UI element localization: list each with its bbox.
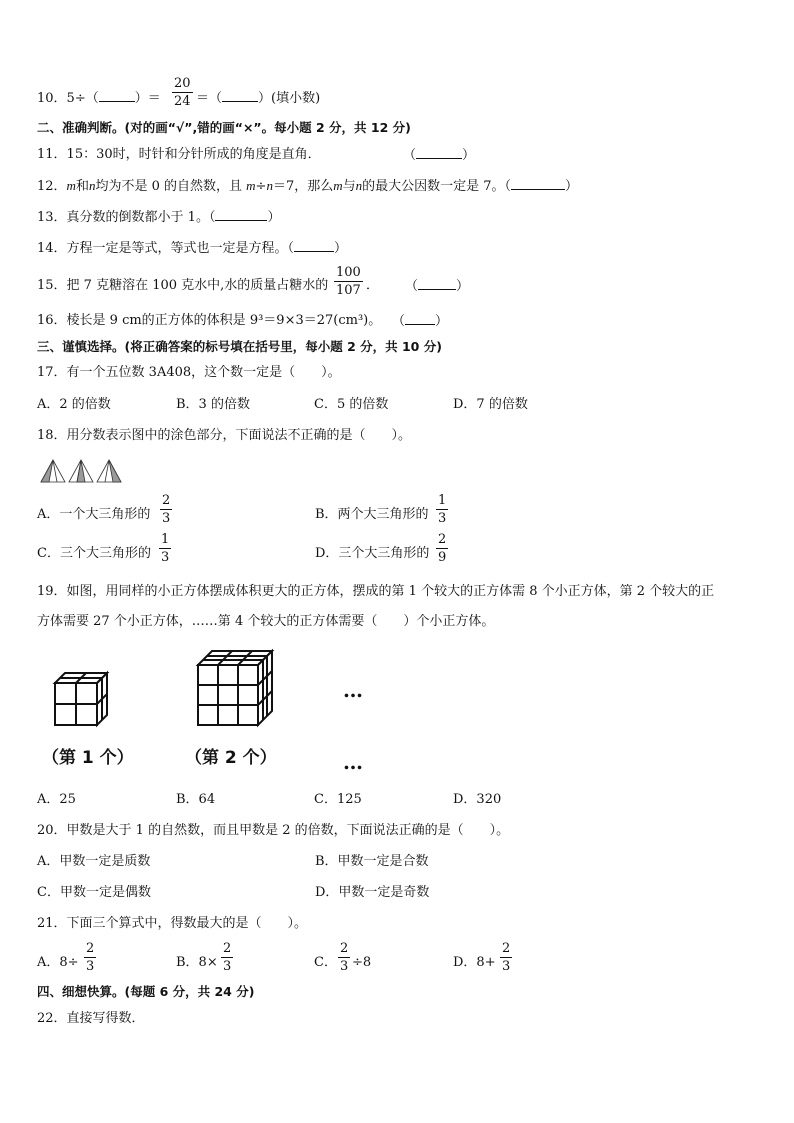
q21-option-b[interactable]: B．8× [176,955,218,970]
q16-answer[interactable]: （ ） [392,314,449,329]
cube-figure-1 [54,672,110,728]
q20-text: 20．甲数是大于 1 的自然数，而且甲数是 2 的倍数，下面说法正确的是（ ）。 [37,823,510,838]
q18-option-d[interactable]: D．三个大三角形的 [315,546,430,561]
q18-option-c[interactable]: C．三个大三角形的 [37,546,151,561]
q20-option-a[interactable]: A．甲数一定是质数 [37,854,151,869]
q17-text: 17．有一个五位数 3A408，这个数一定是（ ）。 [37,365,341,380]
section-2-heading: 二、准确判断。(对的画“√”,错的画“×”。每小题 2 分，共 12 分) [37,120,411,135]
q10-blank-1[interactable] [99,91,135,102]
q19-option-b[interactable]: B．64 [176,792,216,807]
q19-line-2: 方体需要 27 个小正方体，……第 4 个较大的正方体需要（ ）个小正方体。 [37,614,495,629]
q20-option-c[interactable]: C．甲数一定是偶数 [37,885,151,900]
q19-caption-2: （第 2 个） [185,748,277,768]
q12-text: 12．m和n均为不是 0 的自然数，且 m÷n＝7，那么m与n的最大公因数一定是 7。（ ） [37,178,579,194]
q17-option-a[interactable]: A．2 的倍数 [37,397,111,412]
q17-option-c[interactable]: C．5 的倍数 [314,397,389,412]
q17-option-b[interactable]: B．3 的倍数 [176,397,250,412]
q15-answer[interactable]: （ ） [405,279,470,294]
q19-ellipsis-top: … [343,678,363,702]
q16-text: 16．棱长是 9 cm的正方体的体积是 9³＝9×3＝27(cm³)。 [37,313,382,328]
q10-line-tail: ＝（ ）(填小数) [196,91,321,106]
q19-option-c[interactable]: C．125 [314,792,362,807]
q18-option-b[interactable]: B．两个大三角形的 [315,507,429,522]
q19-line-1: 19．如图，用同样的小正方体摆成体积更大的正方体，摆成的第 1 个较大的正方体需 8 个小正方体，第 2 个较大的正 [37,584,715,599]
q21-text: 21．下面三个算式中，得数最大的是（ ）。 [37,916,308,931]
q15-fraction: $\frac{100}{107}$ [336,265,361,298]
cube-figure-2 [197,650,275,728]
q13-text: 13．真分数的倒数都小于 1。（ ） [37,210,281,225]
q12-blank[interactable] [511,179,565,190]
q18-text: 18．用分数表示图中的涂色部分，下面说法不正确的是（ ）。 [37,428,412,443]
q14-text: 14．方程一定是等式，等式也一定是方程。（ ） [37,241,348,256]
q17-option-d[interactable]: D．7 的倍数 [453,397,528,412]
section-3-heading: 三、谨慎选择。(将正确答案的标号填在括号里，每小题 2 分，共 10 分) [37,339,442,354]
q21-option-c[interactable]: C． [314,955,337,970]
shaded-triangles-figure [39,458,129,484]
q19-ellipsis-bottom: … [343,750,363,774]
q21-option-d[interactable]: D．8+ [453,955,496,970]
q21-option-a[interactable]: A．8÷ [37,955,79,970]
q19-option-d[interactable]: D．320 [453,792,502,807]
q20-option-d[interactable]: D．甲数一定是奇数 [315,885,430,900]
q13-blank[interactable] [215,210,267,221]
q19-option-a[interactable]: A．25 [37,792,76,807]
section-4-heading: 四、细想快算。(每题 6 分，共 24 分) [37,984,255,999]
q11-answer[interactable]: （ ） [403,148,476,163]
q11-text: 11．15：30时，时针和分针所成的角度是直角． [37,147,321,162]
q18-option-a[interactable]: A．一个大三角形的 [37,507,151,522]
q20-option-b[interactable]: B．甲数一定是合数 [315,854,429,869]
q19-caption-1: （第 1 个） [42,748,134,768]
q10-fraction: $\frac{20}{24}$ [174,76,191,109]
q14-blank[interactable] [294,241,334,252]
q10-blank-2[interactable] [222,91,258,102]
q10-line: 10．5÷（ ）＝ [37,91,161,106]
q15-text: 15．把 7 克糖溶在 100 克水中,水的质量占糖水的 [37,278,329,293]
q22-text: 22．直接写得数． [37,1011,145,1026]
